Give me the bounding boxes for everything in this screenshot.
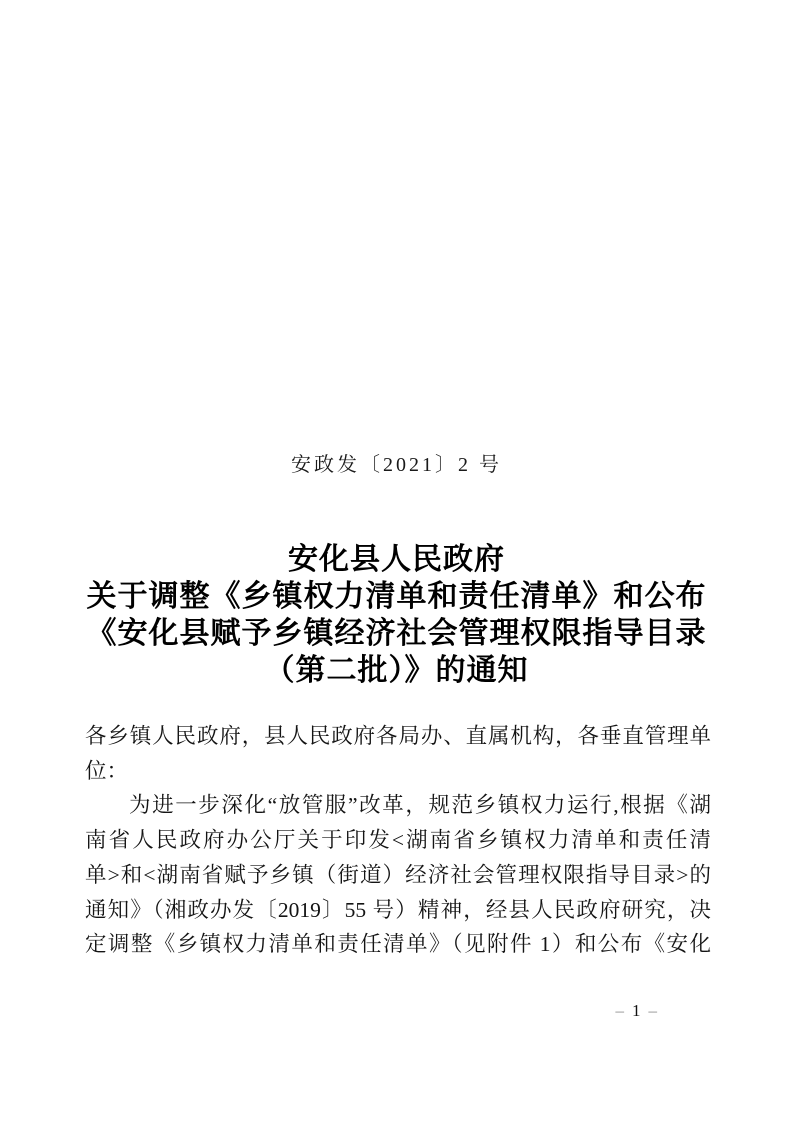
title-line-4: （第二批）》的通知 <box>264 654 529 687</box>
title-line-1: 安化县人民政府 <box>288 543 505 576</box>
body-line: 各乡镇人民政府，县人民政府各局办、直属机构，各垂直管理单 <box>85 724 711 748</box>
body-line: 南省人民政府办公厅关于印发<湖南省乡镇权力清单和责任清 <box>85 828 711 853</box>
body-line: 单>和<湖南省赋予乡镇（街道）经济社会管理权限指导目录>的 <box>85 862 711 887</box>
title-line-2: 关于调整《乡镇权力清单和责任清单》和公布 <box>86 580 707 613</box>
page-number-dash-left: – <box>615 1001 626 1020</box>
page-number <box>610 1001 666 1021</box>
body-line: 定调整《乡镇权力清单和责任清单》（见附件 1）和公布《安化 <box>85 932 711 957</box>
page-number-value: 1 <box>632 1001 643 1020</box>
doc-number: 安政发〔2021〕2 号 <box>291 454 502 476</box>
title-line-3: 《安化县赋予乡镇经济社会管理权限指导目录 <box>86 617 707 650</box>
body-line: 位： <box>85 758 129 783</box>
body-line: 为进一步深化“放管服”改革，规范乡镇权力运行,根据《湖 <box>129 793 711 818</box>
body-line: 通知》（湘政办发〔2019〕55 号）精神，经县人民政府研究，决 <box>85 897 711 922</box>
document-title <box>36 541 757 689</box>
page-number-dash-right: – <box>648 1001 659 1020</box>
body-text <box>85 719 711 962</box>
